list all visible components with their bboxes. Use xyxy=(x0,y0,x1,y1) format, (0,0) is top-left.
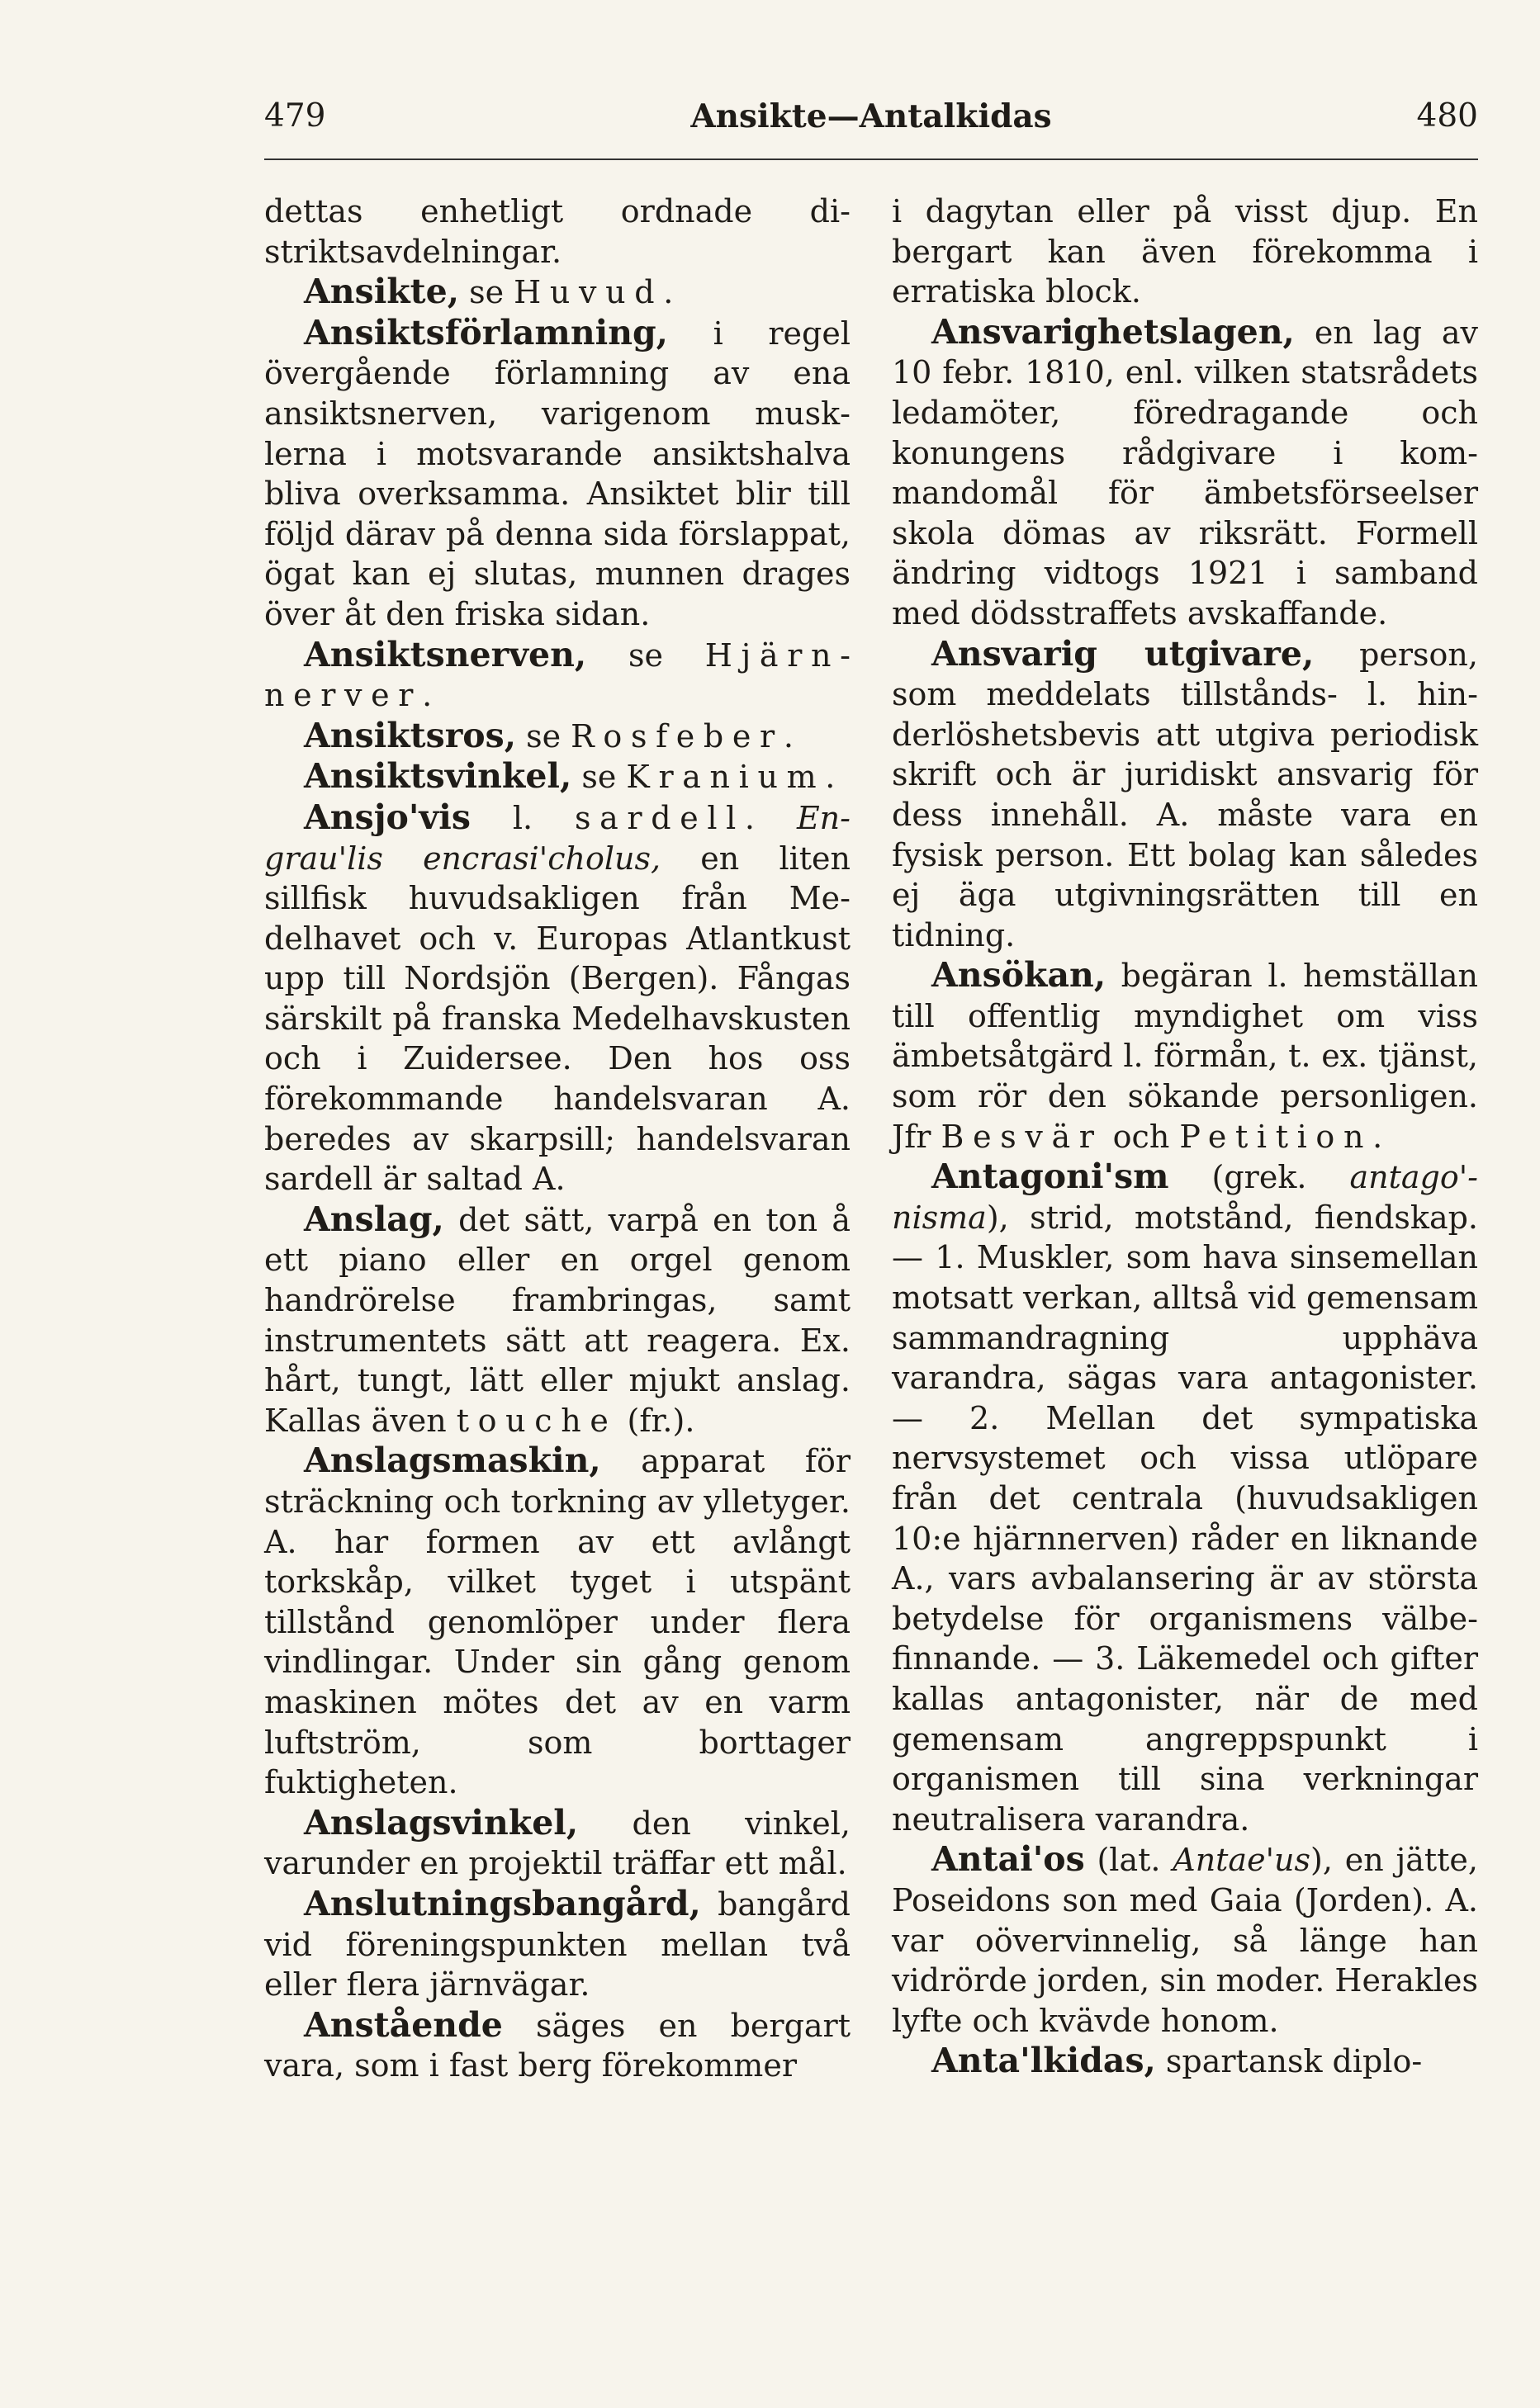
entry-text: säges en bergart vara, som i fast berg förekommer xyxy=(264,2007,851,2084)
entry-headword: Anta'lkidas, xyxy=(931,2041,1156,2081)
entry-text: (grek. xyxy=(1168,1159,1350,1196)
latin-term: Antae'us xyxy=(1173,1842,1311,1879)
cross-reference: Kranium xyxy=(626,759,826,796)
entry-headword: Antagoni'sm xyxy=(931,1157,1169,1197)
dictionary-entry xyxy=(264,313,851,635)
entry-headword: Ansiktsvinkel, xyxy=(304,756,572,797)
cross-reference: Rosfeber xyxy=(571,717,784,755)
entry-text: (lat. xyxy=(1084,1842,1173,1879)
entry-text: apparat för sträckning och torkning av ylletyger. A. har formen av ett avlångt torkskåp, vilket tyget i utspänt tillstånd genomlöper under flera vindlingar. Under sin gång genom maskinen mötes det av en varm luftström, som borttager fuktigheten. xyxy=(264,1443,851,1801)
cross-reference: Besvär xyxy=(941,1118,1103,1155)
entry-text: . xyxy=(783,717,794,755)
entry-text: . xyxy=(1372,1118,1383,1155)
dictionary-entry xyxy=(892,312,1478,634)
dictionary-entry xyxy=(264,716,851,757)
cross-reference: sardell xyxy=(575,799,745,836)
dictionary-entry xyxy=(264,1441,851,1802)
dictionary-entry xyxy=(264,2005,851,2086)
dictionary-entry xyxy=(264,756,851,797)
entry-headword: Ansikte, xyxy=(304,272,459,312)
cross-reference: Petition xyxy=(1179,1118,1373,1155)
dictionary-entry xyxy=(892,1157,1478,1839)
entry-headword: Ansjo'vis xyxy=(304,797,471,837)
dictionary-entry xyxy=(264,272,851,313)
dictionary-entry xyxy=(892,955,1478,1157)
entry-text: . xyxy=(422,677,433,714)
page-number-right: 480 xyxy=(1416,97,1478,135)
entry-headword: Anslutningsbangård, xyxy=(304,1883,701,1923)
latin-term: antago'nisma xyxy=(892,1159,1478,1236)
dictionary-entry xyxy=(892,1839,1478,2041)
entry-text: ), en jätte, Poseidons son med Gaia (Jorden). A. var oövervinnelig, så länge han vidrörde jorden, sin moder. Herakles lyfte och kvävde honom. xyxy=(892,1842,1479,2039)
entry-text: i dagytan eller på visst djup. En bergart kan även förekomma i erratiska block. xyxy=(892,193,1478,310)
page-header xyxy=(264,97,1478,147)
entry-headword: Anslag, xyxy=(304,1199,444,1239)
entry-headword: Ansökan, xyxy=(931,955,1106,996)
entry-headword: Ansiktsnerven, xyxy=(304,634,587,674)
entry-text: se xyxy=(571,759,627,796)
entry-headword: Anslagsvinkel, xyxy=(304,1802,579,1843)
entry-text: ), strid, motstånd, fiendskap. — 1. Muskler, som hava sinsemellan motsatt verkan, alltså vid gemensam sammandragning upphäva varandra, sägas vara antagonister. — 2. Mellan det sympatiska nervsystemet och vissa utlöpare från det centrala (huvudsakligen 10:e hjärnnerven) råder en liknande A., vars avbalansering är av största betydelse för organismens välbefinnande. — 3. Läkemedel och gifter kallas antagonister, när de med gemensam angreppspunkt i organismen till sina verkningar neutralisera varandra. xyxy=(892,1199,1478,1838)
entry-text: se xyxy=(458,274,514,311)
entry-text: och xyxy=(1102,1118,1180,1155)
cross-reference: Huvud xyxy=(514,274,664,311)
header-rule xyxy=(264,158,1478,160)
entry-text: . xyxy=(744,799,797,836)
entry-headword: Ansiktsförlamning, xyxy=(304,312,668,352)
entry-continuation xyxy=(892,192,1478,312)
dictionary-entry xyxy=(264,635,851,716)
cross-reference: Hjärnnerver xyxy=(264,636,851,714)
entry-headword: Ansvarighetslagen, xyxy=(931,311,1295,352)
right-column xyxy=(892,192,1478,2082)
entry-text: (fr.). xyxy=(617,1402,695,1439)
page-number-left: 479 xyxy=(264,97,326,135)
entry-headword: Ansiktsros, xyxy=(304,715,517,755)
entry-text: dettas enhetligt ordnade distriktsavdelningar. xyxy=(264,193,851,270)
entry-text: se xyxy=(586,636,705,674)
cross-reference: touche xyxy=(456,1402,618,1439)
dictionary-entry xyxy=(264,1199,851,1441)
entry-text: . xyxy=(663,274,674,311)
entry-headword: Anstående xyxy=(304,2004,503,2045)
entry-text: en liten sillfisk huvudsakligen från Medelhavet och v. Europas Atlantkust upp till Nordsjön (Bergen). Fångas särskilt på franska Medelhavskusten och i Zuidersee. Den hos oss förekommande handelsvaran A. beredes av skarpsill; handelsvaran sardell är saltad A. xyxy=(264,840,851,1198)
dictionary-entry xyxy=(264,797,851,1199)
entry-headword: Anslagsmaskin, xyxy=(304,1441,601,1481)
entry-headword: Antai'os xyxy=(931,1839,1085,1880)
dictionary-entry xyxy=(892,634,1478,956)
entry-text: begäran l. hemställan till offentlig myndighet om viss ämbetsåtgärd l. förmån, t. ex. tjänst, som rör den sökande personligen. Jfr xyxy=(892,958,1478,1155)
dictionary-entry xyxy=(264,1884,851,2005)
entry-text: . xyxy=(825,759,836,796)
entry-text: person, som meddelats tillstånds- l. hinderlöshetsbevis att utgiva periodisk skrift och är juridiskt ansvarig för dess innehåll. A. måste vara en fysisk person. Ett bolag kan således ej äga utgivningsrätten till en tidning. xyxy=(892,636,1478,953)
entry-text: den vinkel, varunder en projektil träffar ett mål. xyxy=(264,1805,851,1882)
entry-text: se xyxy=(516,717,571,755)
entry-text: en lag av 10 febr. 1810, enl. vilken statsrådets ledamöter, föredragande och konungens rådgivare i kommandomål för ämbetsförseelser skola dömas av riksrätt. Formell ändring vidtogs 1921 i samband med dödsstraffets avskaffande. xyxy=(892,314,1478,632)
entry-headword: Ansvarig utgivare, xyxy=(931,633,1315,674)
dictionary-entry xyxy=(264,1803,851,1884)
entry-continuation xyxy=(264,192,851,272)
latin-term: Engrau'lis encrasi'cholus, xyxy=(264,799,851,877)
dictionary-entry xyxy=(892,2041,1478,2082)
running-head: Ansikte—Antalkidas xyxy=(690,97,1052,135)
entry-text: i regel övergående förlamning av ena ansiktsnerven, varigenom musklerna i motsvarande ansiktshalva bliva overksamma. Ansiktet blir till följd därav på denna sida förslappat, ögat kan ej slutas, munnen drages över åt den friska sidan. xyxy=(264,315,851,632)
entry-text: l. xyxy=(470,799,575,836)
entry-text: spartansk diplo- xyxy=(1155,2043,1423,2080)
entry-text: bangård vid föreningspunkten mellan två eller flera järnvägar. xyxy=(264,1885,851,2004)
left-column xyxy=(264,192,851,2086)
entry-text: det sätt, varpå en ton å ett piano eller en orgel genom handrörelse frambringas, samt instrumentets sätt att reagera. Ex. hårt, tungt, lätt eller mjukt anslag. Kallas även xyxy=(264,1201,851,1439)
